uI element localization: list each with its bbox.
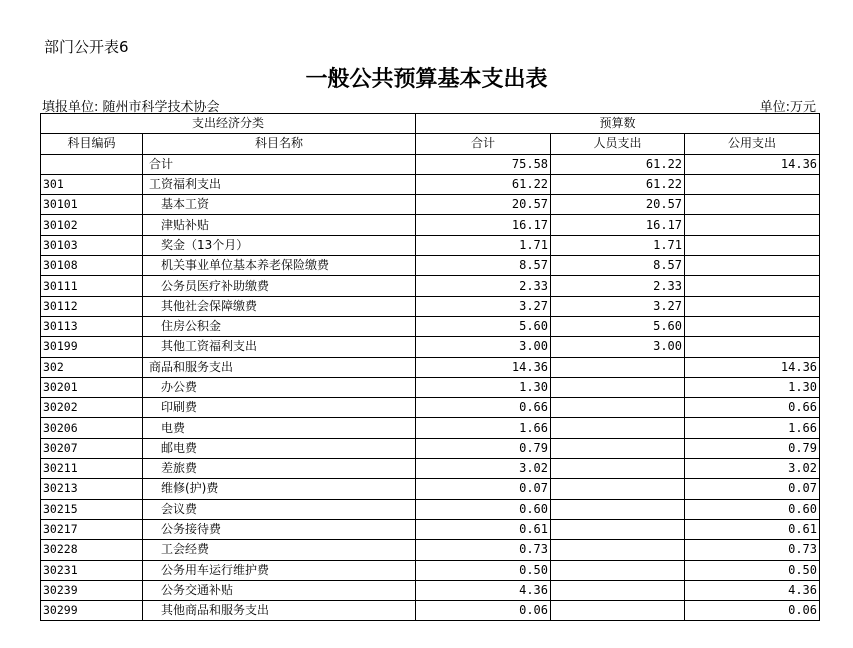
row-code: 30112 xyxy=(41,296,143,316)
row-name: 工会经费 xyxy=(143,540,416,560)
row-name: 其他工资福利支出 xyxy=(143,337,416,357)
corner-label: 部门公开表6 xyxy=(44,38,129,56)
row-total: 0.50 xyxy=(416,560,551,580)
table-row xyxy=(41,296,820,316)
row-total: 1.71 xyxy=(416,235,551,255)
row-name: 商品和服务支出 xyxy=(143,357,416,377)
table-body xyxy=(41,154,820,621)
row-code: 30108 xyxy=(41,256,143,276)
row-personnel xyxy=(551,398,685,418)
row-total: 1.30 xyxy=(416,377,551,397)
row-total: 75.58 xyxy=(416,154,551,174)
row-public: 1.30 xyxy=(685,377,820,397)
row-name: 基本工资 xyxy=(143,195,416,215)
row-name: 其他商品和服务支出 xyxy=(143,601,416,621)
row-total: 3.27 xyxy=(416,296,551,316)
row-personnel xyxy=(551,540,685,560)
header-personnel: 人员支出 xyxy=(551,134,685,154)
row-personnel xyxy=(551,560,685,580)
row-total: 0.73 xyxy=(416,540,551,560)
table-row xyxy=(41,235,820,255)
row-total: 3.02 xyxy=(416,459,551,479)
row-personnel xyxy=(551,377,685,397)
row-code: 30207 xyxy=(41,438,143,458)
row-total: 0.79 xyxy=(416,438,551,458)
row-personnel: 5.60 xyxy=(551,316,685,336)
row-public: 0.07 xyxy=(685,479,820,499)
row-personnel xyxy=(551,499,685,519)
row-name: 津贴补贴 xyxy=(143,215,416,235)
row-name: 住房公积金 xyxy=(143,316,416,336)
row-code: 30231 xyxy=(41,560,143,580)
row-personnel: 2.33 xyxy=(551,276,685,296)
table-row xyxy=(41,316,820,336)
budget-table xyxy=(40,113,820,621)
row-public: 0.73 xyxy=(685,540,820,560)
row-public xyxy=(685,174,820,194)
row-name: 公务用车运行维护费 xyxy=(143,560,416,580)
row-personnel xyxy=(551,357,685,377)
row-public xyxy=(685,195,820,215)
header-budget-amount: 预算数 xyxy=(416,114,820,134)
row-public xyxy=(685,235,820,255)
row-total: 14.36 xyxy=(416,357,551,377)
row-total: 2.33 xyxy=(416,276,551,296)
row-public: 14.36 xyxy=(685,154,820,174)
row-name: 奖金（13个月） xyxy=(143,235,416,255)
row-total: 20.57 xyxy=(416,195,551,215)
row-code: 30217 xyxy=(41,519,143,539)
row-code: 30228 xyxy=(41,540,143,560)
table-row xyxy=(41,519,820,539)
row-public: 0.61 xyxy=(685,519,820,539)
row-total: 3.00 xyxy=(416,337,551,357)
table-row xyxy=(41,418,820,438)
header-economic-classification: 支出经济分类 xyxy=(41,114,416,134)
row-personnel xyxy=(551,519,685,539)
row-name: 会议费 xyxy=(143,499,416,519)
row-code: 30103 xyxy=(41,235,143,255)
row-total: 8.57 xyxy=(416,256,551,276)
row-personnel xyxy=(551,459,685,479)
row-total: 0.61 xyxy=(416,519,551,539)
table-row xyxy=(41,377,820,397)
row-name: 印刷费 xyxy=(143,398,416,418)
row-code: 30102 xyxy=(41,215,143,235)
row-code: 30239 xyxy=(41,580,143,600)
header-group-row xyxy=(41,114,820,134)
row-total: 0.06 xyxy=(416,601,551,621)
row-total: 0.66 xyxy=(416,398,551,418)
row-code: 30215 xyxy=(41,499,143,519)
row-name: 其他社会保障缴费 xyxy=(143,296,416,316)
row-code: 30202 xyxy=(41,398,143,418)
table-row xyxy=(41,479,820,499)
row-name: 维修(护)费 xyxy=(143,479,416,499)
row-name: 机关事业单位基本养老保险缴费 xyxy=(143,256,416,276)
row-code: 30213 xyxy=(41,479,143,499)
row-personnel xyxy=(551,418,685,438)
header-column-row xyxy=(41,134,820,154)
row-code: 30111 xyxy=(41,276,143,296)
table-row xyxy=(41,499,820,519)
row-personnel: 61.22 xyxy=(551,174,685,194)
row-personnel: 8.57 xyxy=(551,256,685,276)
table-row xyxy=(41,337,820,357)
row-personnel: 20.57 xyxy=(551,195,685,215)
table-row xyxy=(41,174,820,194)
table-row xyxy=(41,357,820,377)
row-name: 办公费 xyxy=(143,377,416,397)
row-personnel: 61.22 xyxy=(551,154,685,174)
table-row xyxy=(41,459,820,479)
header-public: 公用支出 xyxy=(685,134,820,154)
row-total: 4.36 xyxy=(416,580,551,600)
row-public: 4.36 xyxy=(685,580,820,600)
row-public xyxy=(685,316,820,336)
row-public xyxy=(685,337,820,357)
page-title: 一般公共预算基本支出表 xyxy=(305,66,548,92)
row-total: 16.17 xyxy=(416,215,551,235)
row-personnel: 1.71 xyxy=(551,235,685,255)
row-code: 30199 xyxy=(41,337,143,357)
table-row xyxy=(41,438,820,458)
row-public: 0.66 xyxy=(685,398,820,418)
row-personnel xyxy=(551,580,685,600)
row-personnel xyxy=(551,479,685,499)
table-row xyxy=(41,601,820,621)
row-personnel xyxy=(551,601,685,621)
row-public: 14.36 xyxy=(685,357,820,377)
table-row xyxy=(41,560,820,580)
table-row xyxy=(41,276,820,296)
row-name: 合计 xyxy=(143,154,416,174)
row-code: 302 xyxy=(41,357,143,377)
row-name: 差旅费 xyxy=(143,459,416,479)
row-code: 30101 xyxy=(41,195,143,215)
row-total: 61.22 xyxy=(416,174,551,194)
table-row xyxy=(41,580,820,600)
row-code: 30206 xyxy=(41,418,143,438)
row-total: 0.07 xyxy=(416,479,551,499)
row-name: 公务交通补贴 xyxy=(143,580,416,600)
row-public xyxy=(685,276,820,296)
row-name: 邮电费 xyxy=(143,438,416,458)
row-total: 0.60 xyxy=(416,499,551,519)
header-total: 合计 xyxy=(416,134,551,154)
row-code: 30201 xyxy=(41,377,143,397)
row-name: 公务员医疗补助缴费 xyxy=(143,276,416,296)
row-total: 1.66 xyxy=(416,418,551,438)
row-total: 5.60 xyxy=(416,316,551,336)
row-personnel: 3.00 xyxy=(551,337,685,357)
row-public: 0.60 xyxy=(685,499,820,519)
row-public: 1.66 xyxy=(685,418,820,438)
row-public: 0.50 xyxy=(685,560,820,580)
row-personnel xyxy=(551,438,685,458)
row-public: 0.79 xyxy=(685,438,820,458)
row-public: 0.06 xyxy=(685,601,820,621)
header-name: 科目名称 xyxy=(143,134,416,154)
table-row xyxy=(41,540,820,560)
row-code xyxy=(41,154,143,174)
currency-unit: 单位:万元 xyxy=(759,100,816,115)
header-code: 科目编码 xyxy=(41,134,143,154)
row-name: 电费 xyxy=(143,418,416,438)
table-row xyxy=(41,256,820,276)
table-row xyxy=(41,398,820,418)
table-row xyxy=(41,154,820,174)
row-code: 301 xyxy=(41,174,143,194)
row-public xyxy=(685,296,820,316)
table-row xyxy=(41,195,820,215)
row-public xyxy=(685,256,820,276)
row-name: 工资福利支出 xyxy=(143,174,416,194)
row-code: 30113 xyxy=(41,316,143,336)
table-row xyxy=(41,215,820,235)
row-name: 公务接待费 xyxy=(143,519,416,539)
row-personnel: 16.17 xyxy=(551,215,685,235)
row-personnel: 3.27 xyxy=(551,296,685,316)
row-public: 3.02 xyxy=(685,459,820,479)
row-code: 30211 xyxy=(41,459,143,479)
reporting-unit: 填报单位: 随州市科学技术协会 xyxy=(42,100,220,115)
row-public xyxy=(685,215,820,235)
row-code: 30299 xyxy=(41,601,143,621)
